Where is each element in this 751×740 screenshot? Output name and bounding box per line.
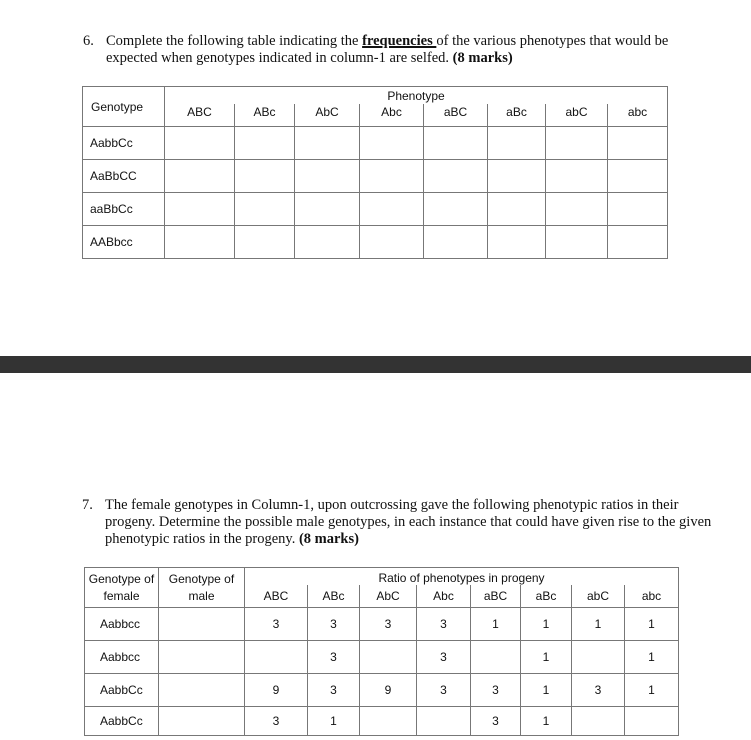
ratio-table bbox=[84, 567, 679, 736]
frequency-cell[interactable] bbox=[608, 160, 668, 193]
phenotype-col-header: aBC bbox=[424, 104, 488, 127]
female-genotype-cell: Aabbcc bbox=[85, 608, 159, 641]
ratio-cell: 1 bbox=[521, 641, 572, 674]
question-7-marks: (8 marks) bbox=[298, 531, 359, 547]
question-6-text: Complete the following table indicating the frequencies of the various phenotypes that would be expected when genotypes indicated in column-1 are selfed. (8 marks) bbox=[106, 33, 669, 66]
frequency-cell[interactable] bbox=[360, 160, 424, 193]
phenotype-col-header: ABC bbox=[245, 585, 308, 608]
frequency-table bbox=[82, 86, 668, 259]
frequency-cell[interactable] bbox=[360, 193, 424, 226]
frequency-cell[interactable] bbox=[295, 127, 360, 160]
male-genotype-cell[interactable] bbox=[159, 674, 245, 707]
ratio-cell bbox=[417, 707, 471, 736]
female-genotype-cell: AabbCc bbox=[85, 707, 159, 736]
phenotype-col-header: aBc bbox=[488, 104, 546, 127]
ratio-cell bbox=[572, 707, 625, 736]
ratio-cell: 1 bbox=[471, 608, 521, 641]
phenotype-col-header: aBC bbox=[471, 585, 521, 608]
frequency-cell[interactable] bbox=[608, 193, 668, 226]
ratio-cell: 3 bbox=[308, 674, 360, 707]
frequency-cell[interactable] bbox=[295, 193, 360, 226]
ratio-cell: 1 bbox=[625, 674, 679, 707]
table-row bbox=[83, 127, 668, 160]
frequency-cell[interactable] bbox=[165, 127, 235, 160]
phenotype-col-header: ABc bbox=[308, 585, 360, 608]
female-genotype-cell: AabbCc bbox=[85, 674, 159, 707]
phenotype-col-header: AbC bbox=[360, 585, 417, 608]
question-7-text: The female genotypes in Column-1, upon outcrossing gave the following phenotypic ratios in their progeny. Determine the possible male genotypes, in each instance that could have given rise to the given phenotypic ratios in the progeny. (8 marks) bbox=[105, 497, 712, 547]
ratio-cell: 3 bbox=[245, 707, 308, 736]
ratio-cell: 9 bbox=[360, 674, 417, 707]
frequency-cell[interactable] bbox=[165, 193, 235, 226]
frequency-cell[interactable] bbox=[235, 193, 295, 226]
question-6-marks: (8 marks) bbox=[452, 50, 513, 66]
ratio-cell: 3 bbox=[417, 608, 471, 641]
ratio-cell: 1 bbox=[308, 707, 360, 736]
frequency-cell[interactable] bbox=[360, 127, 424, 160]
frequency-cell[interactable] bbox=[546, 160, 608, 193]
phenotype-col-header: abc bbox=[608, 104, 668, 127]
genotype-cell: aaBbCc bbox=[83, 193, 165, 226]
frequency-cell[interactable] bbox=[165, 160, 235, 193]
frequency-cell[interactable] bbox=[424, 226, 488, 259]
genotype-cell: AABbcc bbox=[83, 226, 165, 259]
phenotype-col-header: aBc bbox=[521, 585, 572, 608]
ratio-cell bbox=[471, 641, 521, 674]
frequency-cell[interactable] bbox=[608, 127, 668, 160]
male-genotype-cell[interactable] bbox=[159, 707, 245, 736]
frequency-cell[interactable] bbox=[235, 226, 295, 259]
page-divider bbox=[0, 356, 751, 373]
ratio-header: Ratio of phenotypes in progeny bbox=[245, 568, 679, 586]
ratio-cell bbox=[572, 641, 625, 674]
ratio-cell: 3 bbox=[471, 674, 521, 707]
frequency-cell[interactable] bbox=[488, 160, 546, 193]
phenotype-col-header: abc bbox=[625, 585, 679, 608]
frequency-cell[interactable] bbox=[424, 160, 488, 193]
table-row bbox=[85, 608, 679, 641]
ratio-cell bbox=[360, 641, 417, 674]
male-genotype-header: Genotype of male bbox=[159, 568, 245, 608]
table-row bbox=[85, 641, 679, 674]
phenotype-col-header: AbC bbox=[295, 104, 360, 127]
table-row bbox=[85, 674, 679, 707]
ratio-cell bbox=[625, 707, 679, 736]
ratio-cell: 1 bbox=[521, 608, 572, 641]
ratio-cell: 1 bbox=[572, 608, 625, 641]
ratio-cell: 3 bbox=[572, 674, 625, 707]
ratio-cell: 3 bbox=[308, 641, 360, 674]
frequency-cell[interactable] bbox=[424, 193, 488, 226]
genotype-cell: AaBbCC bbox=[83, 160, 165, 193]
table-row bbox=[83, 160, 668, 193]
ratio-cell: 3 bbox=[417, 674, 471, 707]
frequency-cell[interactable] bbox=[546, 193, 608, 226]
phenotype-col-header: ABC bbox=[165, 104, 235, 127]
table-row bbox=[85, 707, 679, 736]
frequencies-keyword: frequencies bbox=[362, 33, 437, 49]
phenotype-col-header: abC bbox=[572, 585, 625, 608]
frequency-cell[interactable] bbox=[546, 226, 608, 259]
ratio-cell: 3 bbox=[417, 641, 471, 674]
frequency-cell[interactable] bbox=[295, 160, 360, 193]
frequency-cell[interactable] bbox=[360, 226, 424, 259]
frequency-cell[interactable] bbox=[165, 226, 235, 259]
frequency-cell[interactable] bbox=[488, 226, 546, 259]
frequency-cell[interactable] bbox=[424, 127, 488, 160]
phenotype-header: Phenotype bbox=[165, 87, 668, 105]
ratio-cell: 1 bbox=[521, 707, 572, 736]
phenotype-col-header: Abc bbox=[360, 104, 424, 127]
male-genotype-cell[interactable] bbox=[159, 608, 245, 641]
ratio-cell bbox=[360, 707, 417, 736]
ratio-cell: 1 bbox=[521, 674, 572, 707]
phenotype-col-header: Abc bbox=[417, 585, 471, 608]
phenotype-col-header: ABc bbox=[235, 104, 295, 127]
ratio-cell: 9 bbox=[245, 674, 308, 707]
question-7-number: 7. bbox=[82, 497, 93, 513]
question-6-number: 6. bbox=[83, 33, 94, 49]
frequency-cell[interactable] bbox=[235, 127, 295, 160]
ratio-cell bbox=[245, 641, 308, 674]
female-genotype-header: Genotype of female bbox=[85, 568, 159, 608]
frequency-cell[interactable] bbox=[608, 226, 668, 259]
genotype-header: Genotype bbox=[83, 87, 165, 127]
ratio-cell: 3 bbox=[245, 608, 308, 641]
male-genotype-cell[interactable] bbox=[159, 641, 245, 674]
ratio-cell: 3 bbox=[360, 608, 417, 641]
frequency-cell[interactable] bbox=[488, 127, 546, 160]
frequency-cell[interactable] bbox=[546, 127, 608, 160]
frequency-cell[interactable] bbox=[295, 226, 360, 259]
ratio-cell: 3 bbox=[308, 608, 360, 641]
ratio-cell: 1 bbox=[625, 608, 679, 641]
phenotype-col-header: abC bbox=[546, 104, 608, 127]
frequency-cell[interactable] bbox=[235, 160, 295, 193]
female-genotype-cell: Aabbcc bbox=[85, 641, 159, 674]
ratio-cell: 3 bbox=[471, 707, 521, 736]
ratio-cell: 1 bbox=[625, 641, 679, 674]
genotype-cell: AabbCc bbox=[83, 127, 165, 160]
table-row bbox=[83, 226, 668, 259]
table-row bbox=[83, 193, 668, 226]
frequency-cell[interactable] bbox=[488, 193, 546, 226]
